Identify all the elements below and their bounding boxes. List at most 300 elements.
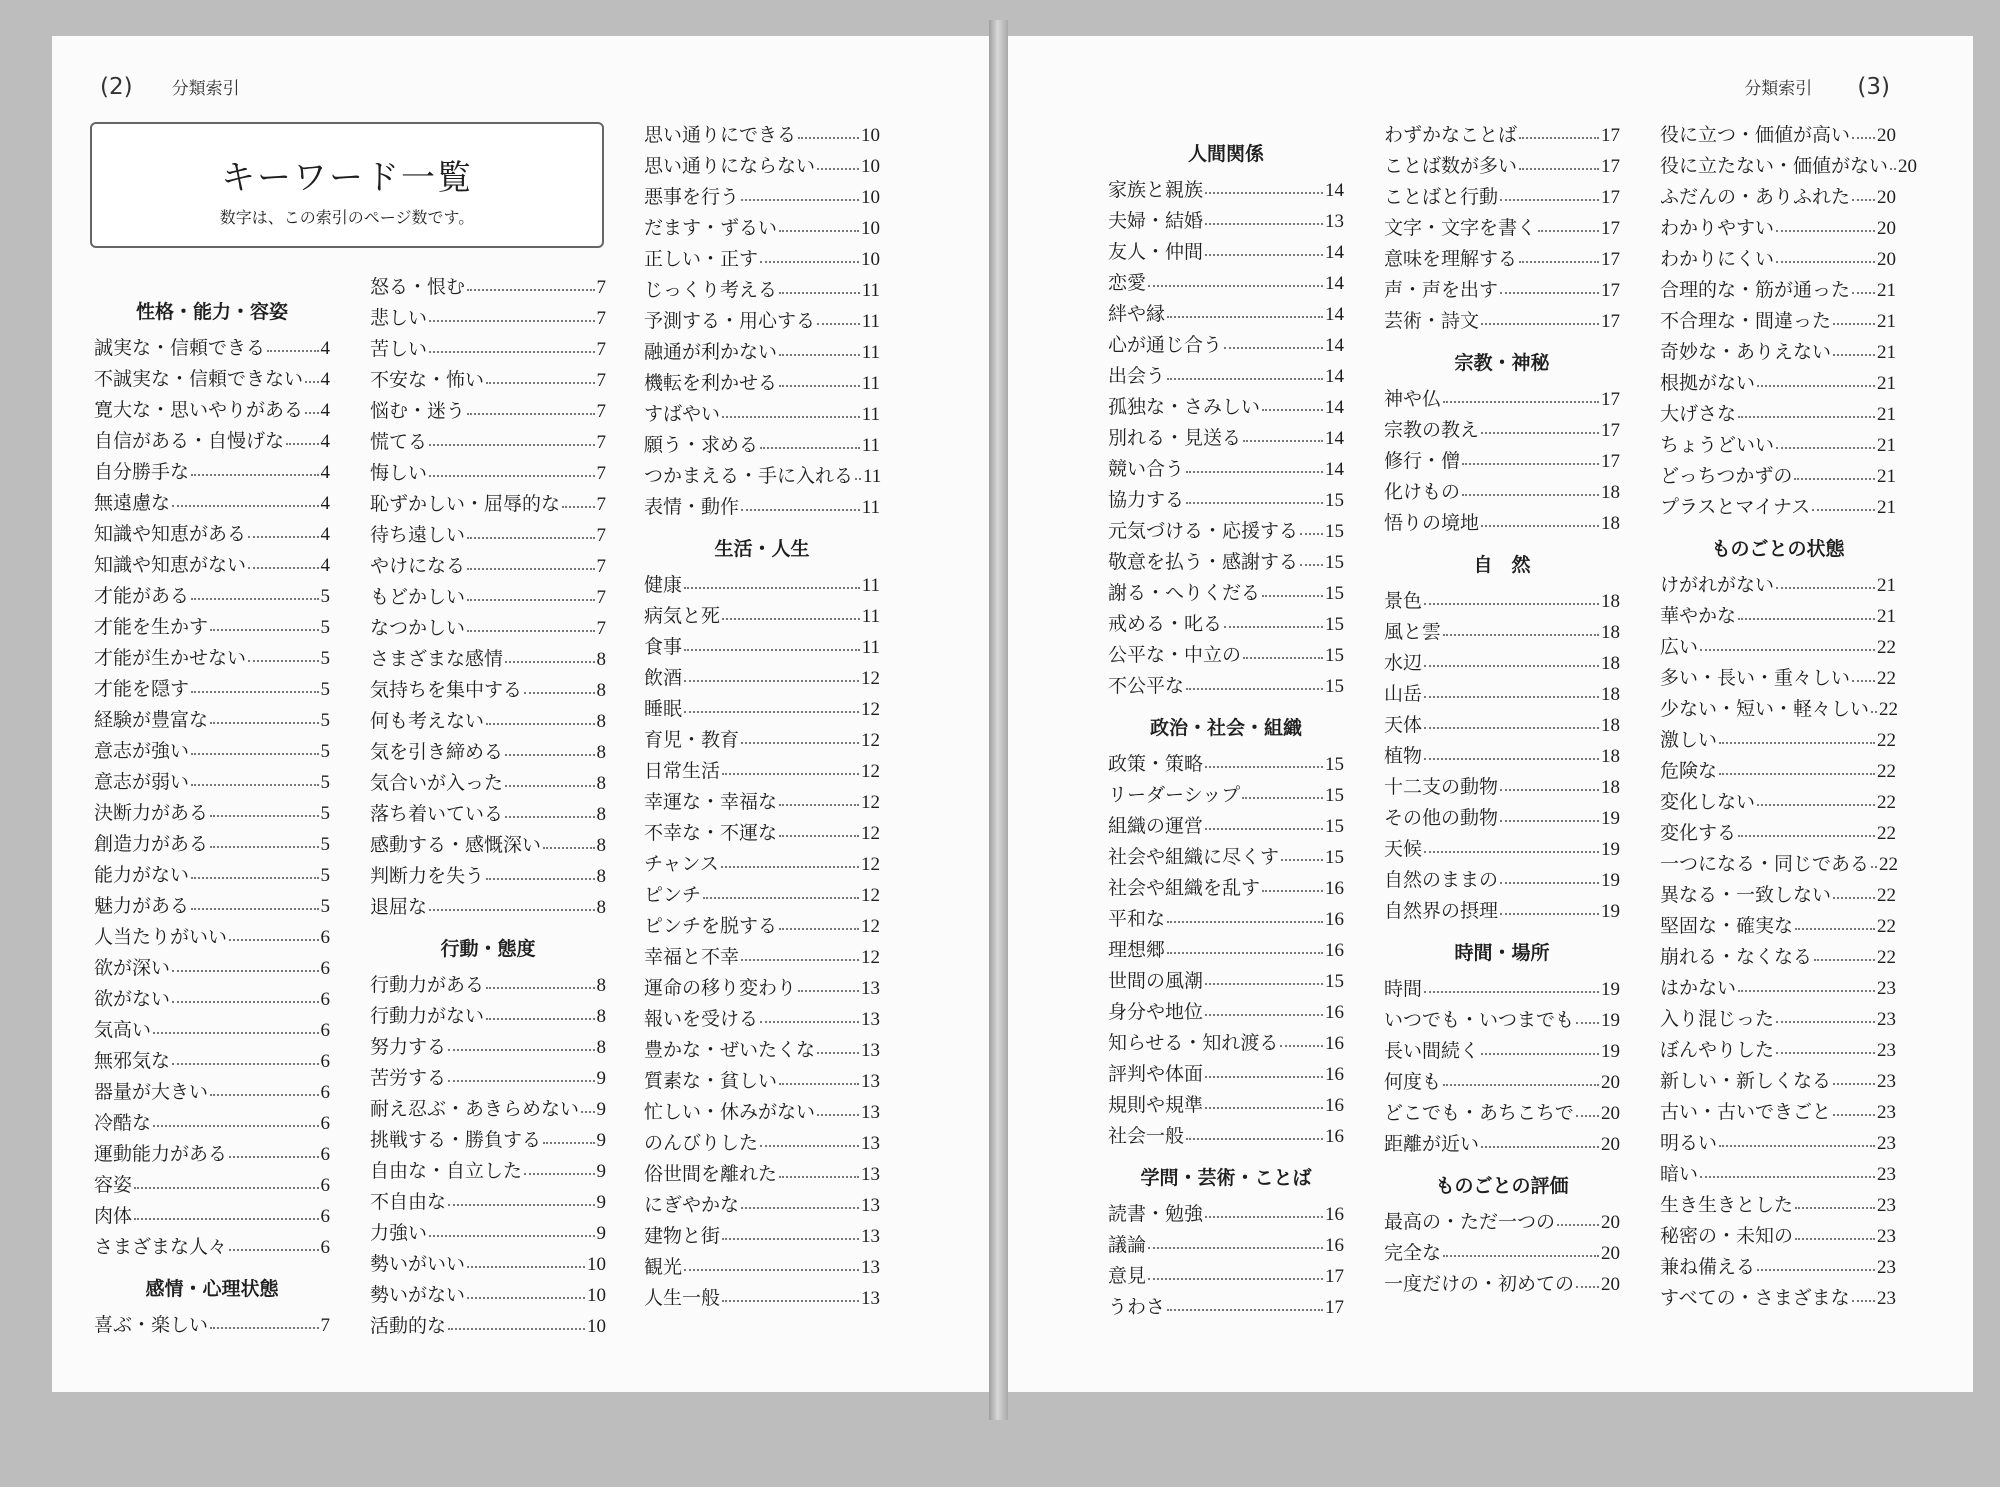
entry-term: すばやい (644, 403, 721, 425)
index-column-3 (644, 116, 880, 1310)
page-number: (3) (1857, 74, 1890, 100)
entry-page-number: 17 (1601, 249, 1620, 270)
entry-page-number: 15 (1325, 971, 1344, 992)
entry-term: 力強い (370, 1222, 428, 1244)
entry-page-number: 21 (1877, 404, 1896, 425)
index-entry (1660, 969, 1896, 1000)
entry-term: 欲がない (94, 988, 171, 1010)
entry-page-number: 6 (320, 1113, 330, 1134)
dot-leader (1852, 1300, 1875, 1302)
entry-term: その他の動物 (1384, 807, 1499, 829)
dot-leader (1776, 261, 1875, 263)
entry-term: 異なる・一致しない (1660, 884, 1832, 906)
entry-page-number: 11 (861, 373, 880, 394)
dot-leader (172, 1063, 318, 1065)
index-entry (94, 701, 330, 732)
entry-page-number: 17 (1601, 280, 1620, 301)
dot-leader (722, 773, 859, 775)
index-entry (1660, 1031, 1896, 1062)
entry-page-number: 19 (1601, 808, 1620, 829)
index-entry (1108, 1195, 1344, 1226)
entry-page-number: 12 (861, 916, 880, 937)
entry-term: 豊かな・ぜいたくな (644, 1039, 816, 1061)
entry-term: 天体 (1384, 714, 1423, 736)
dot-leader (779, 928, 859, 930)
entry-page-number: 14 (1325, 335, 1344, 356)
index-column-1 (94, 282, 330, 1337)
entry-term: ぼんやりした (1660, 1039, 1775, 1061)
entry-page-number: 13 (861, 1288, 880, 1309)
index-entry (1108, 357, 1344, 388)
entry-term: 役に立つ・価値が高い (1660, 124, 1851, 146)
entry-term: 感動する・感慨深い (370, 834, 542, 856)
entry-term: 忙しい・休みがない (644, 1101, 816, 1123)
entry-term: 孤独な・さみしい (1108, 396, 1261, 418)
entry-page-number: 5 (320, 710, 330, 731)
index-column-2 (370, 268, 606, 1338)
entry-page-number: 14 (1325, 180, 1344, 201)
dot-leader (1557, 1224, 1599, 1226)
index-entry (94, 639, 330, 670)
dot-leader (779, 292, 860, 294)
keyword-list-title: キーワード一覧 (221, 158, 473, 198)
index-entry (1660, 1217, 1896, 1248)
entry-term: 予測する・用心する (644, 310, 816, 332)
entry-page-number: 22 (1877, 637, 1896, 658)
entry-page-number: 22 (1877, 668, 1896, 689)
dot-leader (1519, 137, 1599, 139)
entry-term: 待ち遠しい (370, 524, 466, 546)
index-entry (1660, 845, 1899, 876)
entry-term: 風と雲 (1384, 621, 1442, 643)
index-entry (1384, 892, 1620, 923)
index-entry (370, 702, 606, 733)
entry-term: 何度も (1384, 1071, 1442, 1093)
index-entry (1108, 295, 1344, 326)
entry-term: 健康 (644, 574, 683, 596)
entry-term: 意味を理解する (1384, 248, 1518, 270)
entry-page-number: 6 (320, 1237, 330, 1258)
dot-leader (524, 1173, 594, 1175)
index-entry (94, 1104, 330, 1135)
entry-term: 秘密の・未知の (1660, 1225, 1794, 1247)
entry-page-number: 13 (1325, 211, 1344, 232)
index-entry (644, 1093, 880, 1124)
entry-page-number: 18 (1601, 591, 1620, 612)
entry-term: 規則や規準 (1108, 1094, 1204, 1116)
index-column-6 (1660, 116, 1918, 1310)
entry-page-number: 20 (1601, 1212, 1620, 1233)
dot-leader (779, 1083, 859, 1085)
entry-term: 水辺 (1384, 652, 1423, 674)
entry-term: 平和な (1108, 908, 1166, 930)
entry-page-number: 5 (320, 896, 330, 917)
dot-leader (779, 835, 859, 837)
entry-page-number: 22 (1877, 730, 1896, 751)
dot-leader (1481, 323, 1599, 325)
dot-leader (722, 618, 860, 620)
dot-leader (1167, 1309, 1323, 1311)
index-entry (1384, 504, 1620, 535)
entry-page-number: 7 (596, 556, 606, 577)
index-entry (644, 426, 880, 457)
entry-term: わかりやすい (1660, 217, 1775, 239)
index-entry (644, 1186, 880, 1217)
index-entry (94, 1228, 330, 1259)
entry-term: 悔しい (370, 462, 428, 484)
entry-page-number: 12 (861, 730, 880, 751)
entry-page-number: 18 (1601, 684, 1620, 705)
section-heading: 感情・心理状態 (145, 1278, 279, 1300)
dot-leader (684, 1269, 859, 1271)
entry-term: 広い (1660, 636, 1699, 658)
index-entry (644, 333, 880, 364)
entry-page-number: 21 (1877, 435, 1896, 456)
index-entry (1108, 419, 1344, 450)
dot-leader (1205, 1107, 1323, 1109)
index-entry (370, 516, 606, 547)
entry-term: プラスとマイナス (1660, 496, 1811, 518)
entry-page-number: 16 (1325, 1235, 1344, 1256)
section-heading: 自 然 (1473, 554, 1531, 576)
entry-term: 恥ずかしい・屈辱的な (370, 493, 561, 515)
entry-page-number: 20 (1877, 249, 1896, 270)
index-entry (370, 1059, 606, 1090)
entry-term: 悩む・迷う (370, 400, 466, 422)
dot-leader (210, 1327, 318, 1329)
entry-term: 公平な・中立の (1108, 644, 1242, 666)
section-heading: 行動・態度 (440, 938, 536, 960)
index-entry (1108, 993, 1344, 1024)
entry-term: 悪事を行う (644, 186, 740, 208)
left-running-header (100, 74, 240, 100)
entry-term: 激しい (1660, 729, 1718, 751)
entry-term: 行動力がない (370, 1005, 485, 1027)
dot-leader (467, 1266, 585, 1268)
entry-page-number: 12 (861, 668, 880, 689)
index-entry (644, 1279, 880, 1310)
entry-page-number: 20 (1601, 1103, 1620, 1124)
dot-leader (524, 692, 594, 694)
entry-term: どっちつかずの (1660, 465, 1793, 487)
entry-term: 経験が豊富な (94, 709, 209, 731)
entry-page-number: 4 (320, 431, 330, 452)
entry-page-number: 15 (1325, 490, 1344, 511)
entry-page-number: 22 (1877, 792, 1896, 813)
entry-page-number: 7 (596, 494, 606, 515)
dot-leader (1500, 292, 1599, 294)
dot-leader (1833, 897, 1875, 899)
entry-page-number: 20 (1601, 1243, 1620, 1264)
dot-leader (1500, 913, 1599, 915)
index-entry (1384, 1001, 1620, 1032)
index-entry (1660, 395, 1896, 426)
index-entry (644, 395, 880, 426)
index-entry (1384, 302, 1620, 333)
dot-leader (741, 742, 859, 744)
entry-term: 天候 (1384, 838, 1423, 860)
entry-page-number: 19 (1601, 979, 1620, 1000)
entry-term: 華やかな (1660, 605, 1737, 627)
entry-page-number: 13 (861, 1195, 880, 1216)
entry-page-number: 21 (1877, 606, 1896, 627)
entry-page-number: 14 (1325, 366, 1344, 387)
dot-leader (229, 939, 318, 941)
index-entry (1660, 628, 1896, 659)
dot-leader (134, 1187, 318, 1189)
index-entry (94, 577, 330, 608)
index-entry (1660, 752, 1896, 783)
dot-leader (1833, 1114, 1875, 1116)
entry-page-number: 21 (1877, 497, 1896, 518)
entry-term: 社会や組織を乱す (1108, 877, 1261, 899)
entry-page-number: 13 (861, 1071, 880, 1092)
dot-leader (1871, 866, 1877, 868)
dot-leader (191, 691, 318, 693)
entry-page-number: 13 (861, 1226, 880, 1247)
section-heading: 政治・社会・組織 (1149, 717, 1302, 739)
entry-term: 少ない・短い・軽々しい (1660, 698, 1870, 720)
entry-page-number: 6 (320, 1082, 330, 1103)
section-heading: 性格・能力・容姿 (135, 301, 288, 323)
index-entry (94, 732, 330, 763)
index-entry (644, 1031, 880, 1062)
entry-term: 生き生きとした (1660, 1194, 1794, 1216)
index-entry (1108, 388, 1344, 419)
entry-term: 化けもの (1384, 481, 1461, 503)
dot-leader (448, 1204, 594, 1206)
index-entry (370, 423, 606, 454)
dot-leader (798, 137, 859, 139)
entry-term: 欲が深い (94, 957, 171, 979)
entry-term: 気を引き締める (370, 741, 504, 763)
dot-leader (1148, 1247, 1323, 1249)
entry-page-number: 7 (596, 308, 606, 329)
entry-page-number: 22 (1877, 947, 1896, 968)
entry-term: 不公平な (1108, 675, 1185, 697)
dot-leader (153, 1032, 318, 1034)
entry-page-number: 9 (596, 1192, 606, 1213)
entry-page-number: 10 (861, 125, 880, 146)
entry-term: 寛大な・思いやりがある (94, 399, 304, 421)
entry-term: ピンチを脱する (644, 915, 778, 937)
entry-page-number: 18 (1601, 653, 1620, 674)
entry-page-number: 4 (320, 462, 330, 483)
dot-leader (741, 959, 859, 961)
entry-term: 芸術・詩文 (1384, 310, 1480, 332)
entry-term: 魅力がある (94, 895, 190, 917)
dot-leader (1300, 533, 1323, 535)
entry-term: 組織の運営 (1108, 815, 1204, 837)
entry-term: 思い通りにならない (644, 155, 816, 177)
entry-page-number: 9 (596, 1223, 606, 1244)
entry-term: いつでも・いつまでも (1384, 1009, 1575, 1031)
dot-leader (248, 660, 318, 662)
entry-term: ピンチ (644, 884, 702, 906)
entry-page-number: 7 (596, 432, 606, 453)
entry-page-number: 23 (1877, 1009, 1896, 1030)
index-entry (370, 299, 606, 330)
index-entry (1108, 574, 1344, 605)
index-entry (1384, 473, 1620, 504)
entry-term: 落ち着いている (370, 803, 504, 825)
entry-term: 能力がない (94, 864, 190, 886)
dot-leader (741, 509, 860, 511)
entry-term: じっくり考える (644, 279, 778, 301)
entry-term: もどかしい (370, 586, 466, 608)
dot-leader (1481, 432, 1599, 434)
entry-page-number: 10 (587, 1285, 606, 1306)
entry-term: 意見 (1108, 1265, 1147, 1287)
dot-leader (1852, 137, 1875, 139)
index-column-5 (1384, 116, 1620, 1296)
entry-page-number: 6 (320, 927, 330, 948)
dot-leader (429, 320, 594, 322)
entry-page-number: 4 (320, 338, 330, 359)
index-entry (1660, 876, 1896, 907)
dot-leader (505, 785, 594, 787)
index-entry (370, 1121, 606, 1152)
index-entry (1384, 830, 1620, 861)
index-entry (1660, 1000, 1896, 1031)
entry-term: 行動力がある (370, 974, 485, 996)
entry-term: 怒る・恨む (370, 276, 466, 298)
dot-leader (1814, 959, 1875, 961)
dot-leader (779, 354, 860, 356)
entry-page-number: 4 (320, 493, 330, 514)
right-running-header (1744, 74, 1890, 100)
section-heading: 時間・場所 (1454, 942, 1550, 964)
entry-term: 大げさな (1660, 403, 1737, 425)
dot-leader (210, 722, 318, 724)
index-entry (94, 453, 330, 484)
index-entry (1108, 512, 1344, 543)
entry-page-number: 16 (1325, 1064, 1344, 1085)
index-entry (370, 1183, 606, 1214)
index-entry (1384, 644, 1620, 675)
entry-term: やけになる (370, 555, 466, 577)
index-entry (94, 546, 330, 577)
index-entry (94, 1197, 330, 1228)
entry-term: 山岳 (1384, 683, 1423, 705)
dot-leader (684, 649, 860, 651)
dot-leader (429, 909, 594, 911)
index-entry (1108, 1257, 1344, 1288)
index-entry (1108, 962, 1344, 993)
entry-page-number: 19 (1601, 901, 1620, 922)
index-entry (370, 640, 606, 671)
dot-leader (760, 261, 859, 263)
dot-leader (172, 505, 318, 507)
entry-term: 評判や体面 (1108, 1063, 1204, 1085)
entry-page-number: 18 (1601, 622, 1620, 643)
dot-leader (486, 1018, 594, 1020)
dot-leader (779, 804, 859, 806)
entry-page-number: 7 (596, 401, 606, 422)
dot-leader (722, 1300, 859, 1302)
entry-page-number: 5 (320, 679, 330, 700)
entry-term: 機転を利かせる (644, 372, 778, 394)
entry-page-number: 17 (1601, 451, 1620, 472)
dot-leader (1205, 983, 1323, 985)
index-entry (94, 515, 330, 546)
dot-leader (486, 987, 594, 989)
dot-leader (1538, 230, 1599, 232)
dot-leader (1481, 1146, 1599, 1148)
dot-leader (1262, 595, 1323, 597)
index-entry (1108, 1086, 1344, 1117)
entry-page-number: 6 (320, 1051, 330, 1072)
entry-page-number: 16 (1325, 878, 1344, 899)
index-entry (94, 1306, 330, 1337)
entry-page-number: 15 (1325, 816, 1344, 837)
entry-term: 議論 (1108, 1234, 1147, 1256)
entry-page-number: 8 (596, 1037, 606, 1058)
dot-leader (817, 1114, 859, 1116)
entry-term: 元気づける・応援する (1108, 520, 1299, 542)
dot-leader (1795, 1238, 1875, 1240)
entry-term: 新しい・新しくなる (1660, 1070, 1832, 1092)
index-entry (644, 969, 880, 1000)
entry-page-number: 5 (320, 772, 330, 793)
dot-leader (1700, 1176, 1875, 1178)
entry-page-number: 18 (1601, 746, 1620, 767)
dot-leader (1186, 471, 1323, 473)
index-entry (94, 329, 330, 360)
entry-page-number: 15 (1325, 552, 1344, 573)
dot-leader (1205, 828, 1323, 830)
entry-page-number: 13 (861, 1102, 880, 1123)
dot-leader (305, 381, 318, 383)
dot-leader (1700, 649, 1875, 651)
dot-leader (1424, 991, 1599, 993)
dot-leader (1186, 1138, 1323, 1140)
index-entry (1384, 1032, 1620, 1063)
dot-leader (467, 413, 594, 415)
dot-leader (1576, 1115, 1599, 1117)
dot-leader (1481, 1053, 1599, 1055)
index-entry (644, 1248, 880, 1279)
entry-page-number: 20 (1601, 1274, 1620, 1295)
dot-leader (722, 416, 860, 418)
entry-page-number: 5 (320, 803, 330, 824)
index-entry (1660, 783, 1896, 814)
index-entry (1384, 970, 1620, 1001)
entry-page-number: 12 (861, 854, 880, 875)
entry-term: 最高の・ただ一つの (1384, 1211, 1556, 1233)
index-entry (1660, 1248, 1896, 1279)
dot-leader (448, 1328, 585, 1330)
entry-term: 気合いが入った (370, 772, 504, 794)
entry-page-number: 6 (320, 1206, 330, 1227)
index-entry (644, 178, 880, 209)
dot-leader (191, 474, 318, 476)
index-entry (94, 360, 330, 391)
entry-page-number: 20 (1898, 156, 1918, 177)
index-entry (1660, 364, 1896, 395)
entry-term: 運動能力がある (94, 1143, 228, 1165)
entry-term: 才能が生かせない (94, 647, 247, 669)
entry-term: 建物と街 (644, 1225, 721, 1247)
entry-page-number: 16 (1325, 1126, 1344, 1147)
index-entry (370, 795, 606, 826)
dot-leader (191, 908, 318, 910)
entry-term: 絆や縁 (1108, 303, 1166, 325)
index-entry (644, 938, 880, 969)
index-entry (94, 1166, 330, 1197)
dot-leader (1424, 696, 1599, 698)
entry-term: 友人・仲間 (1108, 241, 1204, 263)
